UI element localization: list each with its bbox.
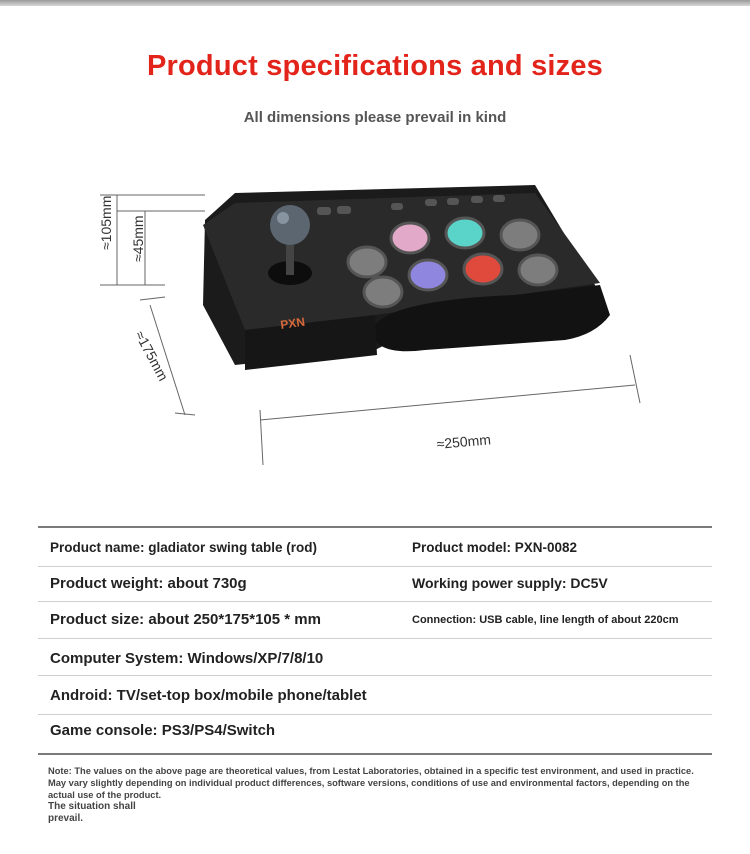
dim-height-body: ≈45mm (130, 215, 146, 262)
android-support: Android: TV/set-top box/mobile phone/tablet (50, 687, 367, 704)
spec-row (38, 676, 712, 715)
dim-height-total: ≈105mm (98, 195, 114, 250)
connection: Connection: USB cable, line length of about 220cm (412, 614, 679, 626)
product-weight: Product weight: about 730g (50, 575, 247, 592)
spec-row (38, 639, 712, 676)
product-size: Product size: about 250*175*105 * mm (50, 611, 321, 628)
product-name: Product name: gladiator swing table (rod) (50, 540, 318, 555)
page-subtitle: All dimensions please prevail in kind (243, 109, 507, 126)
page-title: Product specifications and sizes (146, 50, 604, 82)
footnote-line: May vary slightly depending on individual product differences, software versions, conditions of use and environmental factors, depending on the actual use of the product. (48, 778, 690, 800)
dim-depth: ≈175mm (131, 328, 172, 384)
top-divider (0, 0, 750, 6)
spec-row (38, 567, 712, 602)
footnote-line: The situation shall prevail. (48, 801, 136, 824)
spec-row (38, 715, 712, 755)
footnote-line: Note: The values on the above page are theoretical values, from Lestat Laboratories, obtained in a specific test environment, and used in practice. (48, 766, 694, 776)
working-power: Working power supply: DC5V (412, 575, 608, 591)
spec-table (38, 526, 712, 755)
computer-system: Computer System: Windows/XP/7/8/10 (50, 650, 324, 667)
pxn-logo: PXN (279, 314, 306, 332)
game-console: Game console: PS3/PS4/Switch (50, 722, 276, 739)
spec-row (38, 528, 712, 567)
product-model: Product model: PXN-0082 (412, 540, 578, 555)
dim-width: ≈250mm (436, 431, 492, 452)
arcade-stick-image (95, 165, 655, 485)
footnote (48, 765, 708, 825)
spec-row (38, 602, 712, 639)
